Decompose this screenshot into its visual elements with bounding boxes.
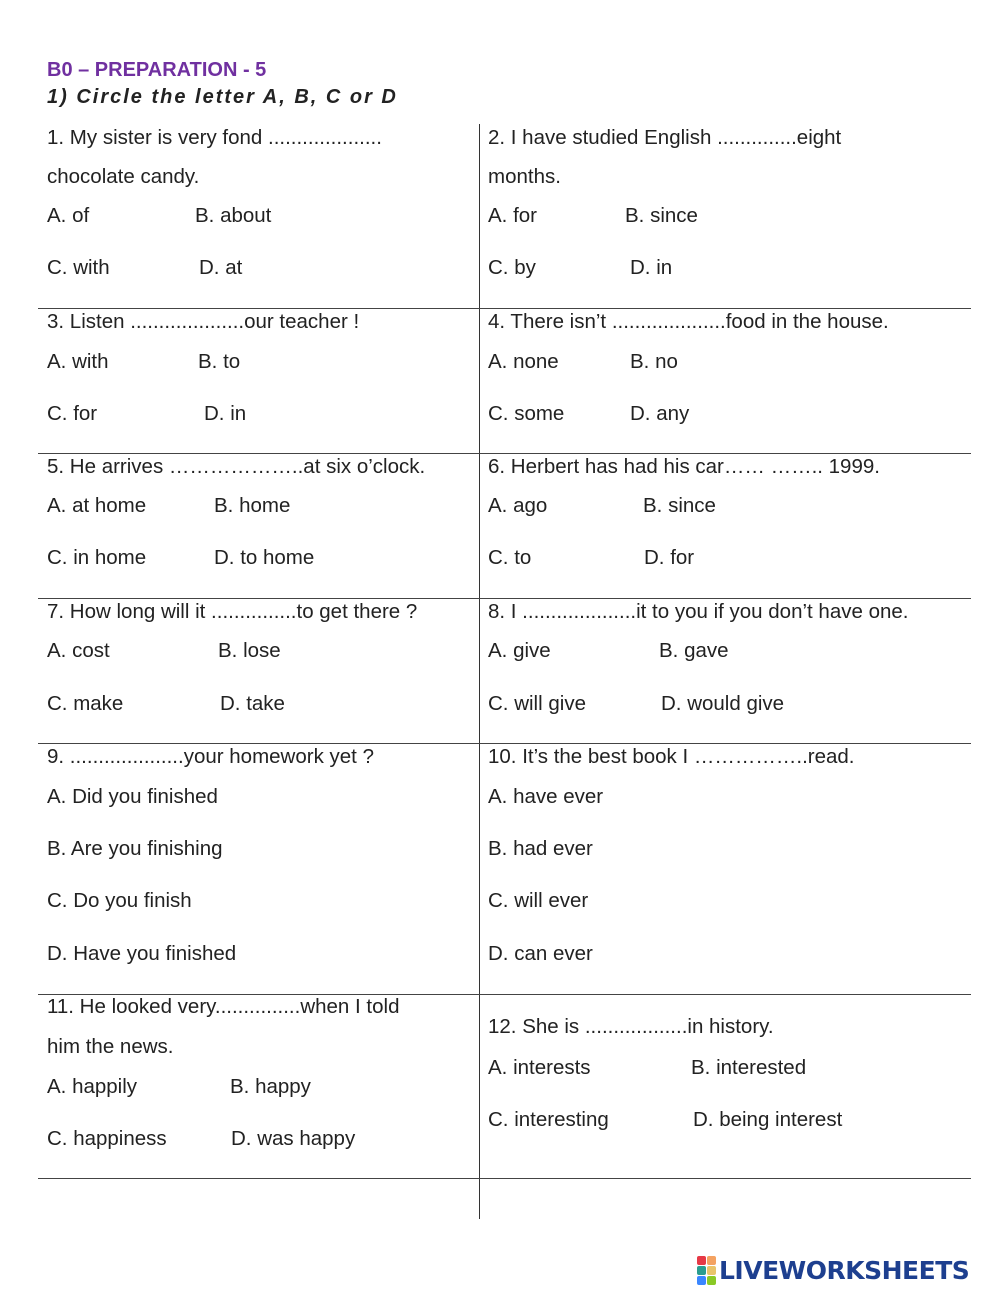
option-b[interactable]: B. since: [643, 494, 716, 517]
option-a[interactable]: A. have ever: [488, 785, 604, 808]
option-c[interactable]: C. will ever: [488, 889, 589, 912]
option-b[interactable]: B. no: [630, 350, 678, 373]
option-b[interactable]: B. interested: [691, 1056, 807, 1079]
option-a[interactable]: A. give: [488, 639, 551, 662]
option-c[interactable]: C. in home: [47, 546, 147, 569]
option-a[interactable]: A. of: [47, 204, 90, 227]
question-text: 3. Listen ....................our teacher !: [47, 310, 360, 333]
option-b[interactable]: B. had ever: [488, 837, 593, 860]
option-b[interactable]: B. lose: [218, 639, 281, 662]
worksheet-title: B0 – PREPARATION - 5: [47, 59, 267, 81]
liveworksheets-logo: [697, 1256, 969, 1284]
option-d[interactable]: D. can ever: [488, 942, 593, 965]
row-divider: [38, 598, 971, 599]
option-b[interactable]: B. home: [214, 494, 291, 517]
option-c[interactable]: C. make: [47, 692, 124, 715]
option-c[interactable]: C. by: [488, 256, 536, 279]
option-a[interactable]: A. ago: [488, 494, 548, 517]
option-a[interactable]: A. at home: [47, 494, 147, 517]
column-divider: [479, 124, 480, 1219]
option-a[interactable]: A. interests: [488, 1056, 591, 1079]
option-d[interactable]: D. Have you finished: [47, 942, 237, 965]
question-text: 2. I have studied English ..............eight: [488, 126, 842, 149]
question-text: 4. There isn’t ....................food in the house.: [488, 310, 889, 333]
logo-text: LIVEWORKSHEETS: [719, 1255, 970, 1285]
option-b[interactable]: B. gave: [659, 639, 729, 662]
option-d[interactable]: D. being interest: [693, 1108, 843, 1131]
row-divider: [38, 743, 971, 744]
option-d[interactable]: D. would give: [661, 692, 785, 715]
logo-block: [697, 1256, 706, 1265]
option-c[interactable]: C. to: [488, 546, 532, 569]
option-d[interactable]: D. for: [644, 546, 695, 569]
option-c[interactable]: C. happiness: [47, 1127, 167, 1150]
question-text: 9. ....................your homework yet ?: [47, 745, 374, 768]
question-text: 11. He looked very...............when I told: [47, 995, 400, 1018]
option-c[interactable]: C. will give: [488, 692, 586, 715]
option-b[interactable]: B. about: [195, 204, 272, 227]
question-text: him the news.: [47, 1035, 174, 1058]
option-d[interactable]: D. in: [630, 256, 673, 279]
option-b[interactable]: B. since: [625, 204, 698, 227]
question-text: 8. I ....................it to you if you don’t have one.: [488, 600, 909, 623]
logo-block: [697, 1276, 706, 1285]
option-d[interactable]: D. at: [199, 256, 243, 279]
question-text: 5. He arrives ………………..at six o’clock.: [47, 455, 426, 478]
logo-blocks-icon: [697, 1256, 716, 1285]
question-text: 6. Herbert has had his car…… …….. 1999.: [488, 455, 880, 478]
option-c[interactable]: C. interesting: [488, 1108, 609, 1131]
logo-block: [707, 1276, 716, 1285]
instruction-text: 1) Circle the letter A, B, C or D: [47, 86, 398, 108]
option-d[interactable]: D. in: [204, 402, 247, 425]
question-text: 10. It’s the best book I ……………..read.: [488, 745, 855, 768]
option-a[interactable]: A. happily: [47, 1075, 138, 1098]
row-divider: [38, 453, 971, 454]
option-c[interactable]: C. with: [47, 256, 110, 279]
option-b[interactable]: B. to: [198, 350, 241, 373]
option-c[interactable]: C. for: [47, 402, 98, 425]
option-a[interactable]: A. with: [47, 350, 109, 373]
option-d[interactable]: D. was happy: [231, 1127, 356, 1150]
logo-block: [707, 1266, 716, 1275]
option-d[interactable]: D. to home: [214, 546, 315, 569]
option-c[interactable]: C. some: [488, 402, 565, 425]
row-divider: [38, 308, 971, 309]
row-divider: [38, 1178, 971, 1179]
logo-block: [707, 1256, 716, 1265]
option-b[interactable]: B. Are you finishing: [47, 837, 223, 860]
option-b[interactable]: B. happy: [230, 1075, 311, 1098]
question-text: months.: [488, 165, 561, 188]
option-a[interactable]: A. Did you finished: [47, 785, 218, 808]
option-a[interactable]: A. for: [488, 204, 537, 227]
option-c[interactable]: C. Do you finish: [47, 889, 192, 912]
question-text: 1. My sister is very fond ....................: [47, 126, 382, 149]
option-d[interactable]: D. any: [630, 402, 690, 425]
question-text: chocolate candy.: [47, 165, 200, 188]
question-text: 7. How long will it ...............to get there ?: [47, 600, 418, 623]
question-text: 12. She is ..................in history.: [488, 1015, 774, 1038]
option-d[interactable]: D. take: [220, 692, 285, 715]
logo-block: [697, 1266, 706, 1275]
option-a[interactable]: A. cost: [47, 639, 110, 662]
option-a[interactable]: A. none: [488, 350, 559, 373]
